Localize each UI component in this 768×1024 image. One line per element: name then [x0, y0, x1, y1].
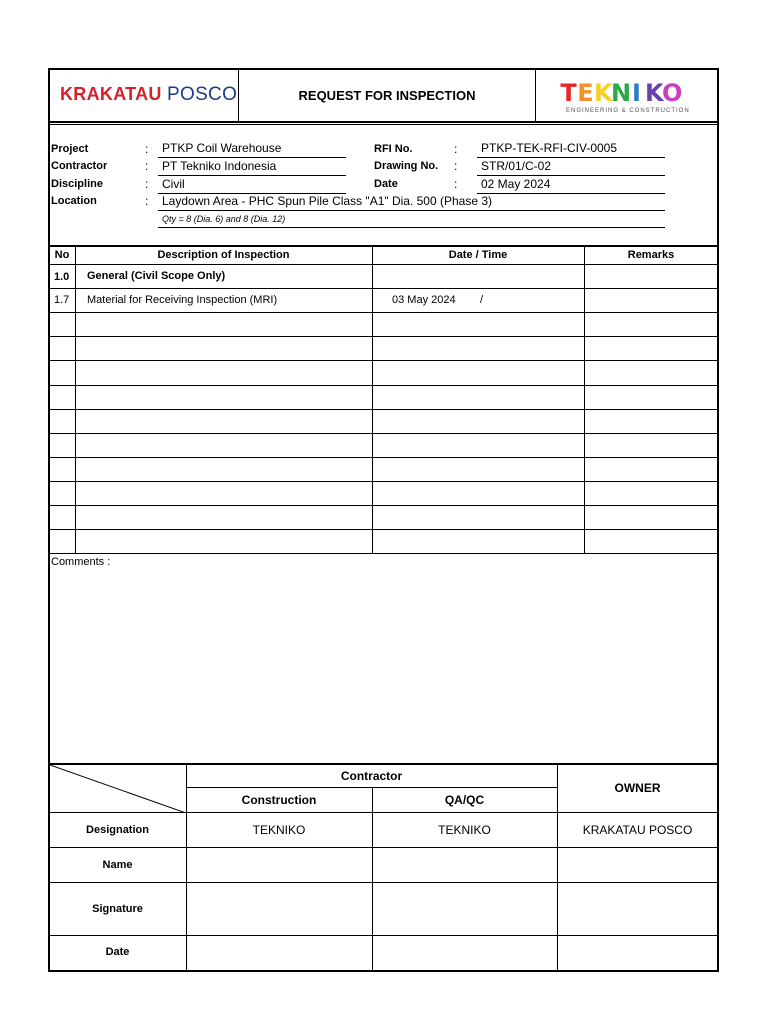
tekniko-tagline: ENGINEERING & CONSTRUCTION — [566, 108, 690, 114]
tekniko-logo-letter: N — [611, 79, 632, 107]
date-label: Date — [374, 178, 398, 190]
location-underline — [158, 210, 665, 211]
discipline-colon: : — [145, 177, 149, 191]
table-row-line — [49, 385, 718, 386]
row-no: 1.0 — [54, 271, 70, 283]
drawing-no-value: STR/01/C-02 — [481, 159, 552, 173]
table-row-line — [49, 529, 718, 530]
location-colon: : — [145, 194, 149, 208]
table-row-line — [49, 409, 718, 410]
rfi-no-label: RFI No. — [374, 143, 413, 155]
contractor-rule — [186, 787, 557, 788]
location-value: Laydown Area - PHC Spun Pile Class "A1" Dia. 500 (Phase 3) — [162, 194, 493, 208]
project-underline — [158, 157, 346, 158]
tekniko-logo-letter: O — [662, 79, 683, 107]
col-divider-date — [584, 247, 585, 553]
location-label: Location — [51, 195, 97, 207]
footer-rule-1 — [49, 812, 718, 813]
contractor-colon: : — [145, 159, 149, 173]
table-row-line — [49, 481, 718, 482]
row-no: 1.7 — [54, 294, 70, 306]
tekniko-logo-letter: I — [632, 79, 641, 107]
header-no: No — [54, 249, 70, 261]
header-divider-right — [535, 69, 536, 122]
header-bottom-rule — [49, 121, 718, 123]
drawing-no-label: Drawing No. — [374, 160, 439, 172]
qaqc-date-field[interactable] — [373, 936, 557, 971]
header-bottom-rule-2 — [49, 124, 718, 125]
project-colon: : — [145, 142, 149, 156]
header-datetime: Date / Time — [448, 249, 508, 261]
qaqc-signature-field[interactable] — [373, 883, 557, 935]
qaqc-heading: QA/QC — [444, 793, 485, 807]
qaqc-name-field[interactable] — [373, 848, 557, 882]
logo-word-krakatau: KRAKATAU — [60, 84, 162, 104]
construction-designation: TEKNIKO — [252, 823, 306, 837]
tekniko-logo-letter: T — [560, 79, 577, 107]
rfi-no-underline — [477, 157, 665, 158]
col-divider-no — [75, 247, 76, 553]
header-description: Description of Inspection — [157, 249, 290, 261]
tekniko-logo-letter: E — [577, 79, 594, 107]
contractor-value: PT Tekniko Indonesia — [162, 159, 277, 173]
location-note: Qty = 8 (Dia. 6) and 8 (Dia. 12) — [162, 214, 286, 224]
owner-heading: OWNER — [614, 781, 661, 795]
construction-heading: Construction — [241, 793, 317, 807]
row-description: Material for Receiving Inspection (MRI) — [87, 294, 278, 306]
tekniko-logo-letter: K — [645, 79, 664, 107]
construction-signature-field[interactable] — [187, 883, 372, 935]
signature-label: Signature — [92, 903, 143, 915]
table-row-line — [49, 457, 718, 458]
table-row-line — [49, 312, 718, 313]
location-note-underline — [158, 227, 665, 228]
krakatau-posco-logo — [60, 84, 237, 106]
date-sign-label: Date — [105, 946, 130, 958]
tekniko-logo-letter: K — [594, 79, 613, 107]
header-remarks: Remarks — [627, 249, 675, 261]
qaqc-designation: TEKNIKO — [438, 823, 491, 837]
owner-name-field[interactable] — [558, 848, 718, 882]
row-date: 03 May 2024 — [392, 294, 456, 306]
table-header-bottom — [49, 264, 718, 265]
table-row-line — [49, 505, 718, 506]
owner-date-field[interactable] — [558, 936, 718, 971]
diagonal-corner — [50, 765, 186, 813]
table-row-line — [49, 360, 718, 361]
table-top-rule — [49, 245, 718, 247]
project-value: PTKP Coil Warehouse — [162, 141, 282, 155]
comments-label: Comments : — [51, 556, 111, 568]
rfi-no-value: PTKP-TEK-RFI-CIV-0005 — [481, 141, 618, 155]
row-date-separator: / — [480, 294, 484, 306]
tekniko-logo — [560, 80, 690, 116]
table-bottom-rule — [49, 553, 718, 554]
drawing-no-colon: : — [454, 159, 458, 173]
owner-signature-field[interactable] — [558, 883, 718, 935]
date-value: 02 May 2024 — [481, 177, 551, 191]
project-label: Project — [51, 143, 89, 155]
logo-word-posco: POSCO — [167, 84, 238, 105]
date-colon: : — [454, 177, 458, 191]
discipline-value: Civil — [162, 177, 185, 191]
tekniko-logo-letters — [560, 79, 683, 107]
col-divider-desc — [372, 247, 373, 553]
form-title: REQUEST FOR INSPECTION — [298, 88, 476, 103]
contractor-underline — [158, 175, 346, 176]
drawing-no-underline — [477, 175, 665, 176]
table-row-line — [49, 288, 718, 289]
contractor-label: Contractor — [51, 160, 108, 172]
table-row-line — [49, 433, 718, 434]
owner-designation: KRAKATAU POSCO — [582, 823, 693, 837]
discipline-label: Discipline — [51, 178, 103, 190]
name-label: Name — [102, 859, 133, 871]
rfi-no-colon: : — [454, 142, 458, 156]
construction-name-field[interactable] — [187, 848, 372, 882]
contractor-heading: Contractor — [340, 769, 403, 783]
date-underline — [477, 193, 665, 194]
construction-date-field[interactable] — [187, 936, 372, 971]
table-row-line — [49, 336, 718, 337]
designation-label: Designation — [86, 824, 149, 836]
row-description: General (Civil Scope Only) — [87, 270, 226, 282]
